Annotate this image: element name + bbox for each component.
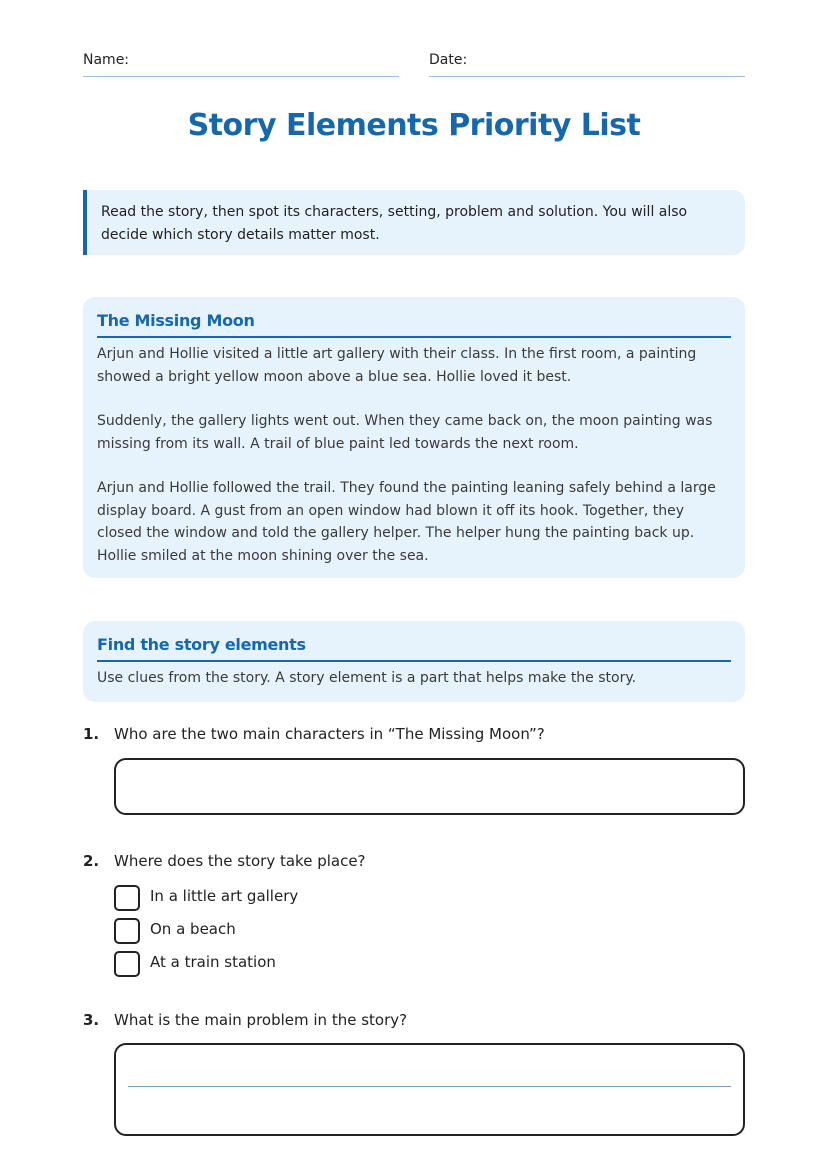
option-label: At a train station (150, 953, 276, 971)
option-checkbox[interactable] (114, 918, 140, 944)
name-field[interactable] (83, 52, 399, 77)
question-text: Who are the two main characters in “The Missing Moon”? (114, 725, 545, 743)
story-paragraph: Arjun and Hollie visited a little art gallery with their class. In the first room, a painting showed a bright yellow moon above a blue sea. Hollie loved it best. (97, 346, 697, 385)
question-number: 1. (83, 725, 100, 743)
intro-callout: Read the story, then spot its characters, setting, problem and solution. You will also decide which story details matter most. (83, 190, 745, 255)
question-text: Where does the story take place? (114, 852, 366, 870)
answer-box-3[interactable] (114, 1043, 745, 1136)
option-checkbox[interactable] (114, 951, 140, 977)
name-date-row (83, 52, 745, 78)
story-title: The Missing Moon (97, 311, 731, 338)
elements-panel (83, 621, 745, 702)
elements-hint: Use clues from the story. A story element is a part that helps make the story. (97, 670, 637, 686)
story-paragraph: Arjun and Hollie followed the trail. They found the painting leaning safely behind a large display board. A gust from an open window had blown it off its hook. Together, they closed the window and told the gallery helper. The helper hung the painting back up. Hollie smiled at the moon shining over the sea. (97, 480, 716, 564)
story-paragraph: Suddenly, the gallery lights went out. When they came back on, the moon painting was missing from its wall. A trail of blue paint led towards the next room. (97, 413, 713, 452)
date-label: Date: (429, 52, 468, 68)
question-number: 2. (83, 852, 100, 870)
page-title: Story Elements Priority List (187, 108, 641, 143)
option-checkbox[interactable] (114, 885, 140, 911)
question-number: 3. (83, 1011, 100, 1029)
story-panel (83, 297, 745, 578)
name-label: Name: (83, 52, 130, 68)
date-field[interactable] (429, 52, 745, 77)
elements-title: Find the story elements (97, 635, 731, 662)
question-text: What is the main problem in the story? (114, 1011, 408, 1029)
answer-box-1[interactable] (114, 758, 745, 815)
option-label: On a beach (150, 920, 236, 938)
option-label: In a little art gallery (150, 887, 299, 905)
writing-line (128, 1086, 731, 1087)
